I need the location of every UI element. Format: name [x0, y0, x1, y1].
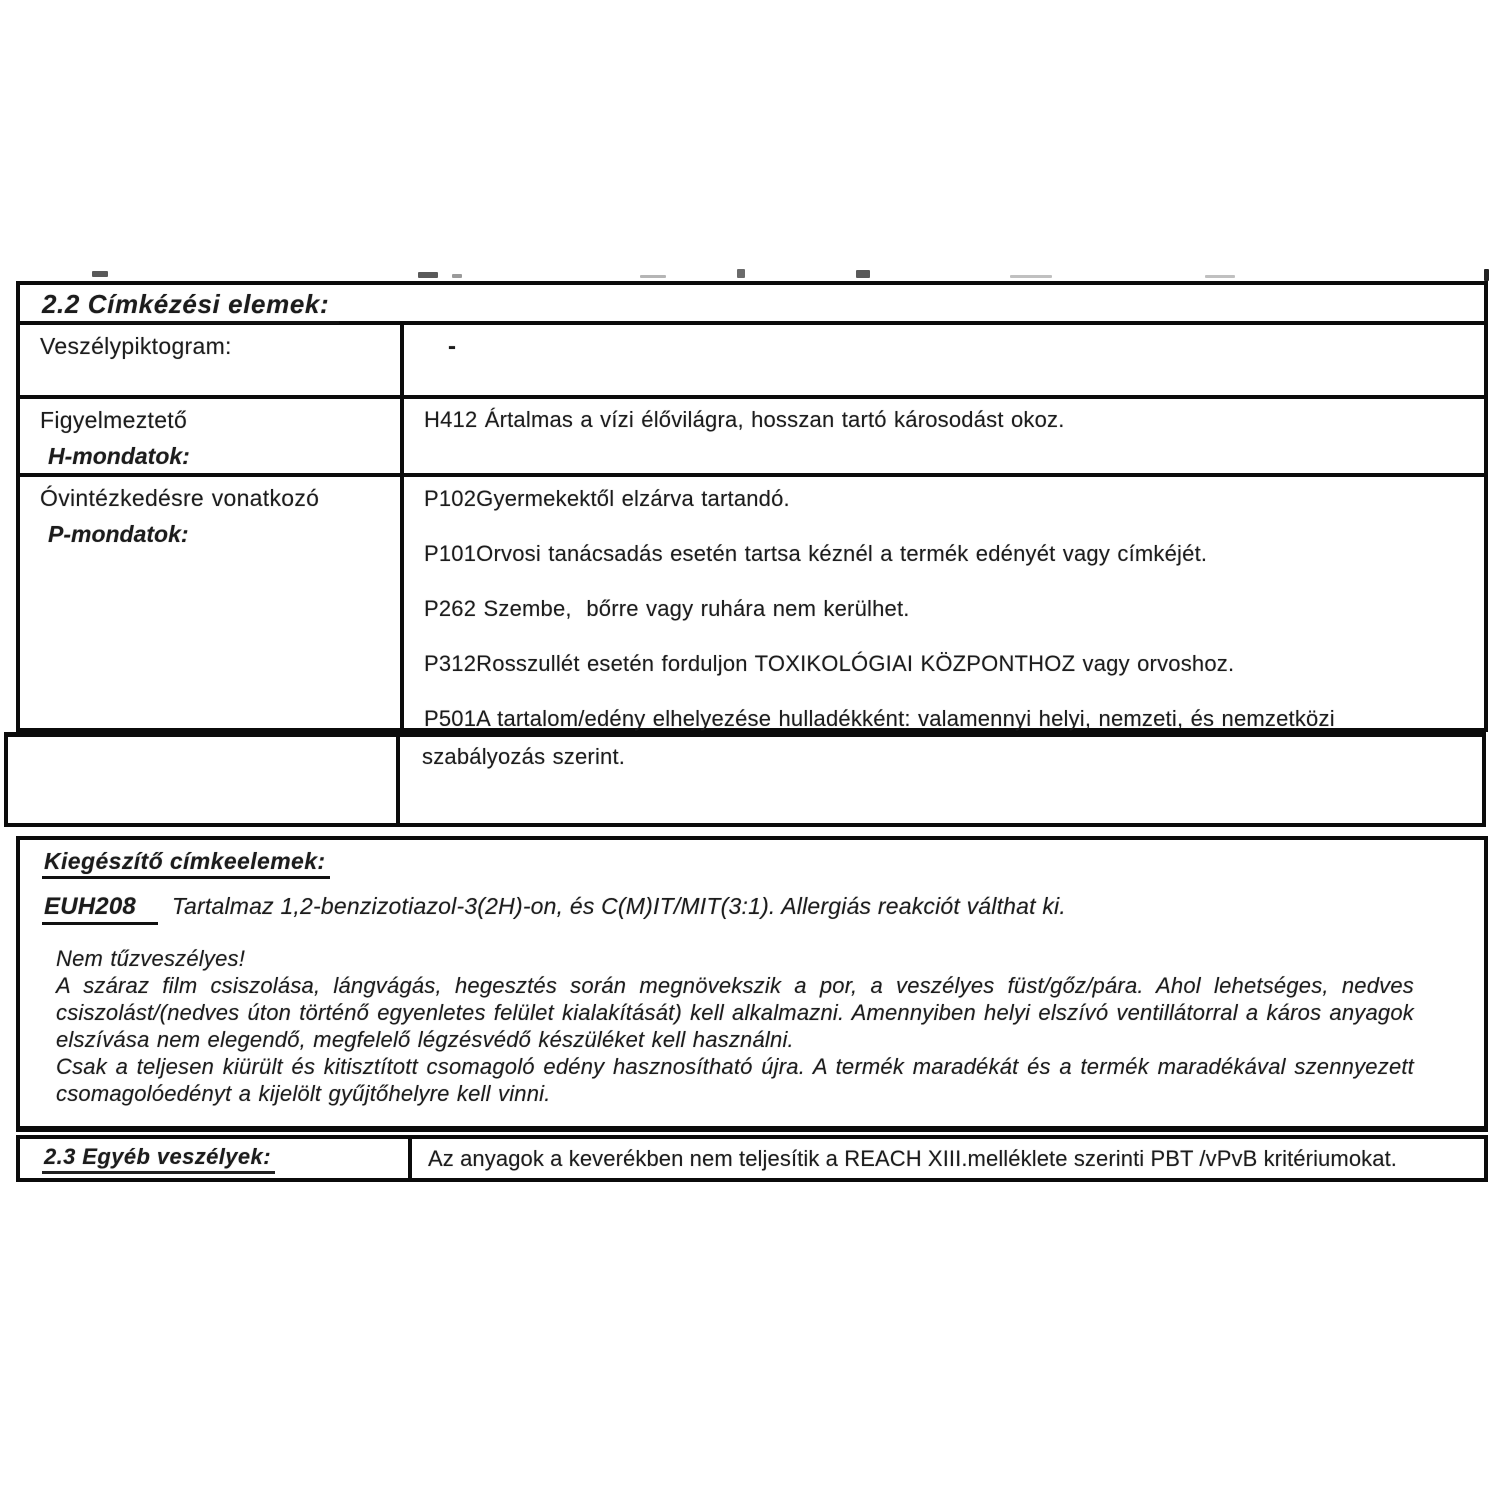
pictogram-value: - — [448, 333, 456, 360]
p501-statement-line1: P501A tartalom/edény elhelyezése hulladékként: valamennyi helyi, nemzeti, és nemzetközi — [424, 706, 1335, 731]
scan-artifact — [1010, 275, 1052, 278]
scan-artifact — [452, 274, 462, 278]
note-paragraph-3: Csak a teljesen kiürült és kitisztított csomagoló edény hasznosítható újra. A termék maradékát és a termék maradékával szennyezett csomagolóedényt a kijelölt gyűjtőhelyre kell vinni. — [56, 1054, 1414, 1106]
scan-artifact — [856, 270, 870, 278]
pictogram-value-cell — [404, 325, 1484, 395]
p-statements-label-line1: Óvintézkedésre vonatkozó — [40, 485, 320, 511]
p501-continuation-box — [4, 732, 1486, 827]
scan-artifact — [640, 275, 666, 278]
table-row-h-statements — [20, 395, 1484, 473]
p501-statement-line2: szabályozás szerint. — [422, 744, 626, 769]
other-hazards-text: Az anyagok a keverékben nem teljesítik a REACH XIII.melléklete szerinti PBT /vPvB kritériumokat. — [428, 1145, 1398, 1171]
p-statements-label-line2: P-mondatok: — [48, 521, 189, 547]
p312-statement: P312Rosszullét esetén forduljon TOXIKOLÓGIAI KÖZPONTHOZ vagy orvoshoz. — [424, 651, 1235, 676]
continuation-empty-cell — [8, 737, 400, 823]
scan-artifact — [1484, 269, 1489, 281]
note-paragraph-1: Nem tűzveszélyes! — [56, 946, 246, 971]
scan-artifact — [92, 271, 108, 277]
note-paragraph-2: A száraz film csiszolása, lángvágás, hegesztés során megnövekszik a por, a veszélyes füst/gőz/pára. Ahol lehetséges, nedves csiszolást/(nedves úton történő egyenletes felület kialakítását) kell alkalmazni. Amennyiben helyi elszívó ventillátorral a káros anyagok elszívása nem elegendő, megfelelő légzésvédő készüléket kell használni. — [56, 973, 1414, 1052]
section-2-3-title: 2.3 Egyéb veszélyek: — [42, 1144, 275, 1174]
euh208-code: EUH208 — [42, 893, 158, 925]
section-2-2-title: 2.2 Címkézési elemek: — [40, 289, 339, 324]
euh208-text: Tartalmaz 1,2-benzizotiazol-3(2H)-on, és C(M)IT/MIT(3:1). Allergiás reakciót válthat ki. — [171, 893, 1066, 919]
safety-note — [42, 945, 1414, 1107]
scan-artifact — [418, 272, 438, 278]
h-statements-label-line2: H-mondatok: — [48, 443, 190, 469]
supplemental-heading: Kiegészítő címkeelemek: — [42, 848, 330, 879]
p101-statement: P101Orvosi tanácsadás esetén tartsa kéznél a termék edényét vagy címkéjét. — [424, 541, 1208, 566]
p262-statement: P262 Szembe, bőrre vagy ruhára nem kerülhet. — [424, 596, 910, 621]
h412-statement: H412 Ártalmas a vízi élővilágra, hosszan tartó károsodást okoz. — [424, 407, 1065, 432]
h-statements-label-cell — [20, 399, 404, 473]
table-row-pictogram — [20, 325, 1484, 395]
p102-statement: P102Gyermekektől elzárva tartandó. — [424, 486, 790, 511]
labelling-elements-table — [16, 281, 1488, 732]
h-statements-label-line1: Figyelmeztető — [40, 407, 188, 433]
scan-artifact — [1205, 275, 1235, 278]
other-hazards-value-cell — [412, 1146, 1484, 1172]
section-2-2-header-row — [20, 285, 1484, 325]
pictogram-label: Veszélypiktogram: — [40, 333, 232, 359]
continuation-value-cell — [400, 737, 1482, 823]
scan-artifact — [737, 269, 745, 278]
table-row-p-statements — [20, 473, 1484, 731]
p-statements-value-cell — [404, 477, 1484, 731]
other-hazards-label-cell — [20, 1139, 412, 1178]
supplemental-label-box — [16, 836, 1488, 1132]
other-hazards-row — [16, 1135, 1488, 1182]
euh208-row — [42, 893, 1414, 925]
p-statements-label-cell — [20, 477, 404, 728]
h-statements-value-cell — [404, 399, 1484, 473]
pictogram-label-cell — [20, 325, 404, 395]
